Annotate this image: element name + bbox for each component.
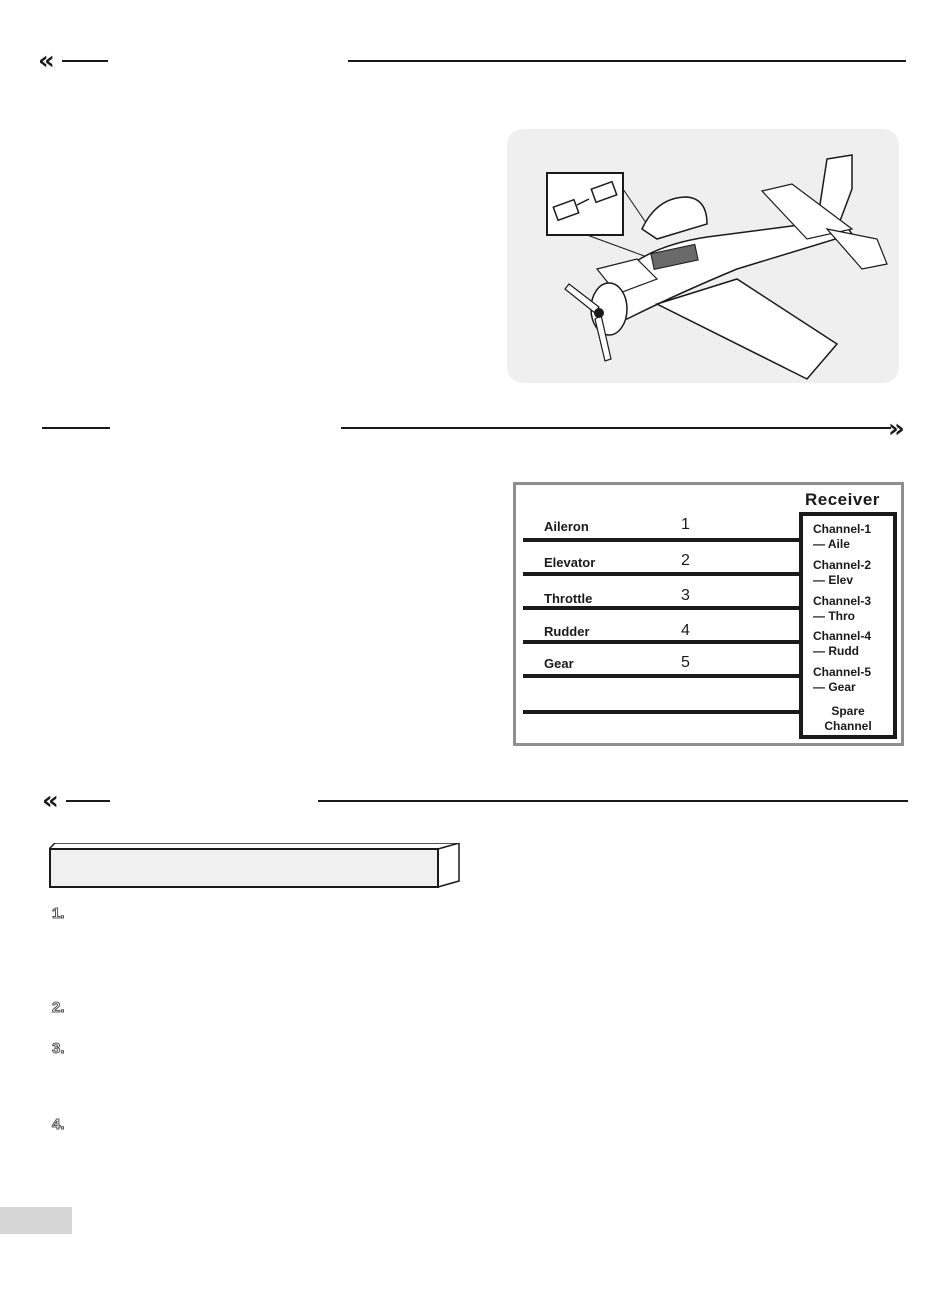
spare-channel: Spare Channel — [824, 704, 872, 733]
section-2-long-rule — [341, 427, 891, 429]
channel-3: Channel-3 — Thro — [813, 594, 872, 623]
channel-5: Channel-5 — Gear — [813, 665, 872, 694]
double-chevron-left-icon: « — [42, 786, 59, 816]
step-number-3: 3. — [52, 1040, 65, 1057]
section-3-short-rule — [66, 800, 110, 802]
row-label-rudder: Rudder — [544, 624, 590, 639]
channel-line-4 — [523, 640, 800, 644]
step-number-1: 1. — [52, 905, 65, 922]
row-label-throttle: Throttle — [544, 591, 593, 606]
step-number-4: 4. — [52, 1116, 65, 1133]
step-number-2: 2. — [52, 999, 65, 1016]
double-chevron-right-icon: » — [888, 414, 905, 444]
receiver-title: Receiver — [805, 490, 880, 509]
row-number-2: 2 — [681, 552, 690, 569]
channel-1: Channel-1 — Aile — [813, 522, 872, 551]
section-1-short-rule — [62, 60, 108, 62]
row-label-aileron: Aileron — [544, 519, 589, 534]
channel-line-5 — [523, 674, 800, 678]
row-number-4: 4 — [681, 622, 690, 639]
page-number-tab — [0, 1207, 72, 1234]
airplane-figure — [507, 129, 899, 383]
channel-line-3 — [523, 606, 800, 610]
channel-line-2 — [523, 572, 800, 576]
channel-line-1 — [523, 538, 800, 542]
section-1-long-rule — [348, 60, 906, 62]
row-label-gear: Gear — [544, 656, 574, 671]
row-label-elevator: Elevator — [544, 555, 596, 570]
channel-2: Channel-2 — Elev — [813, 558, 872, 587]
double-chevron-left-icon: « — [38, 46, 55, 76]
channel-4: Channel-4 — Rudd — [813, 629, 872, 658]
channel-line-spare — [523, 710, 800, 714]
row-number-5: 5 — [681, 654, 690, 671]
row-number-3: 3 — [681, 587, 690, 604]
section-2-short-rule — [42, 427, 110, 429]
receiver-channel-column — [799, 512, 897, 739]
subheading-bar — [49, 843, 461, 889]
section-3-long-rule — [318, 800, 908, 802]
row-number-1: 1 — [681, 516, 690, 533]
airplane-illustration — [507, 129, 899, 383]
